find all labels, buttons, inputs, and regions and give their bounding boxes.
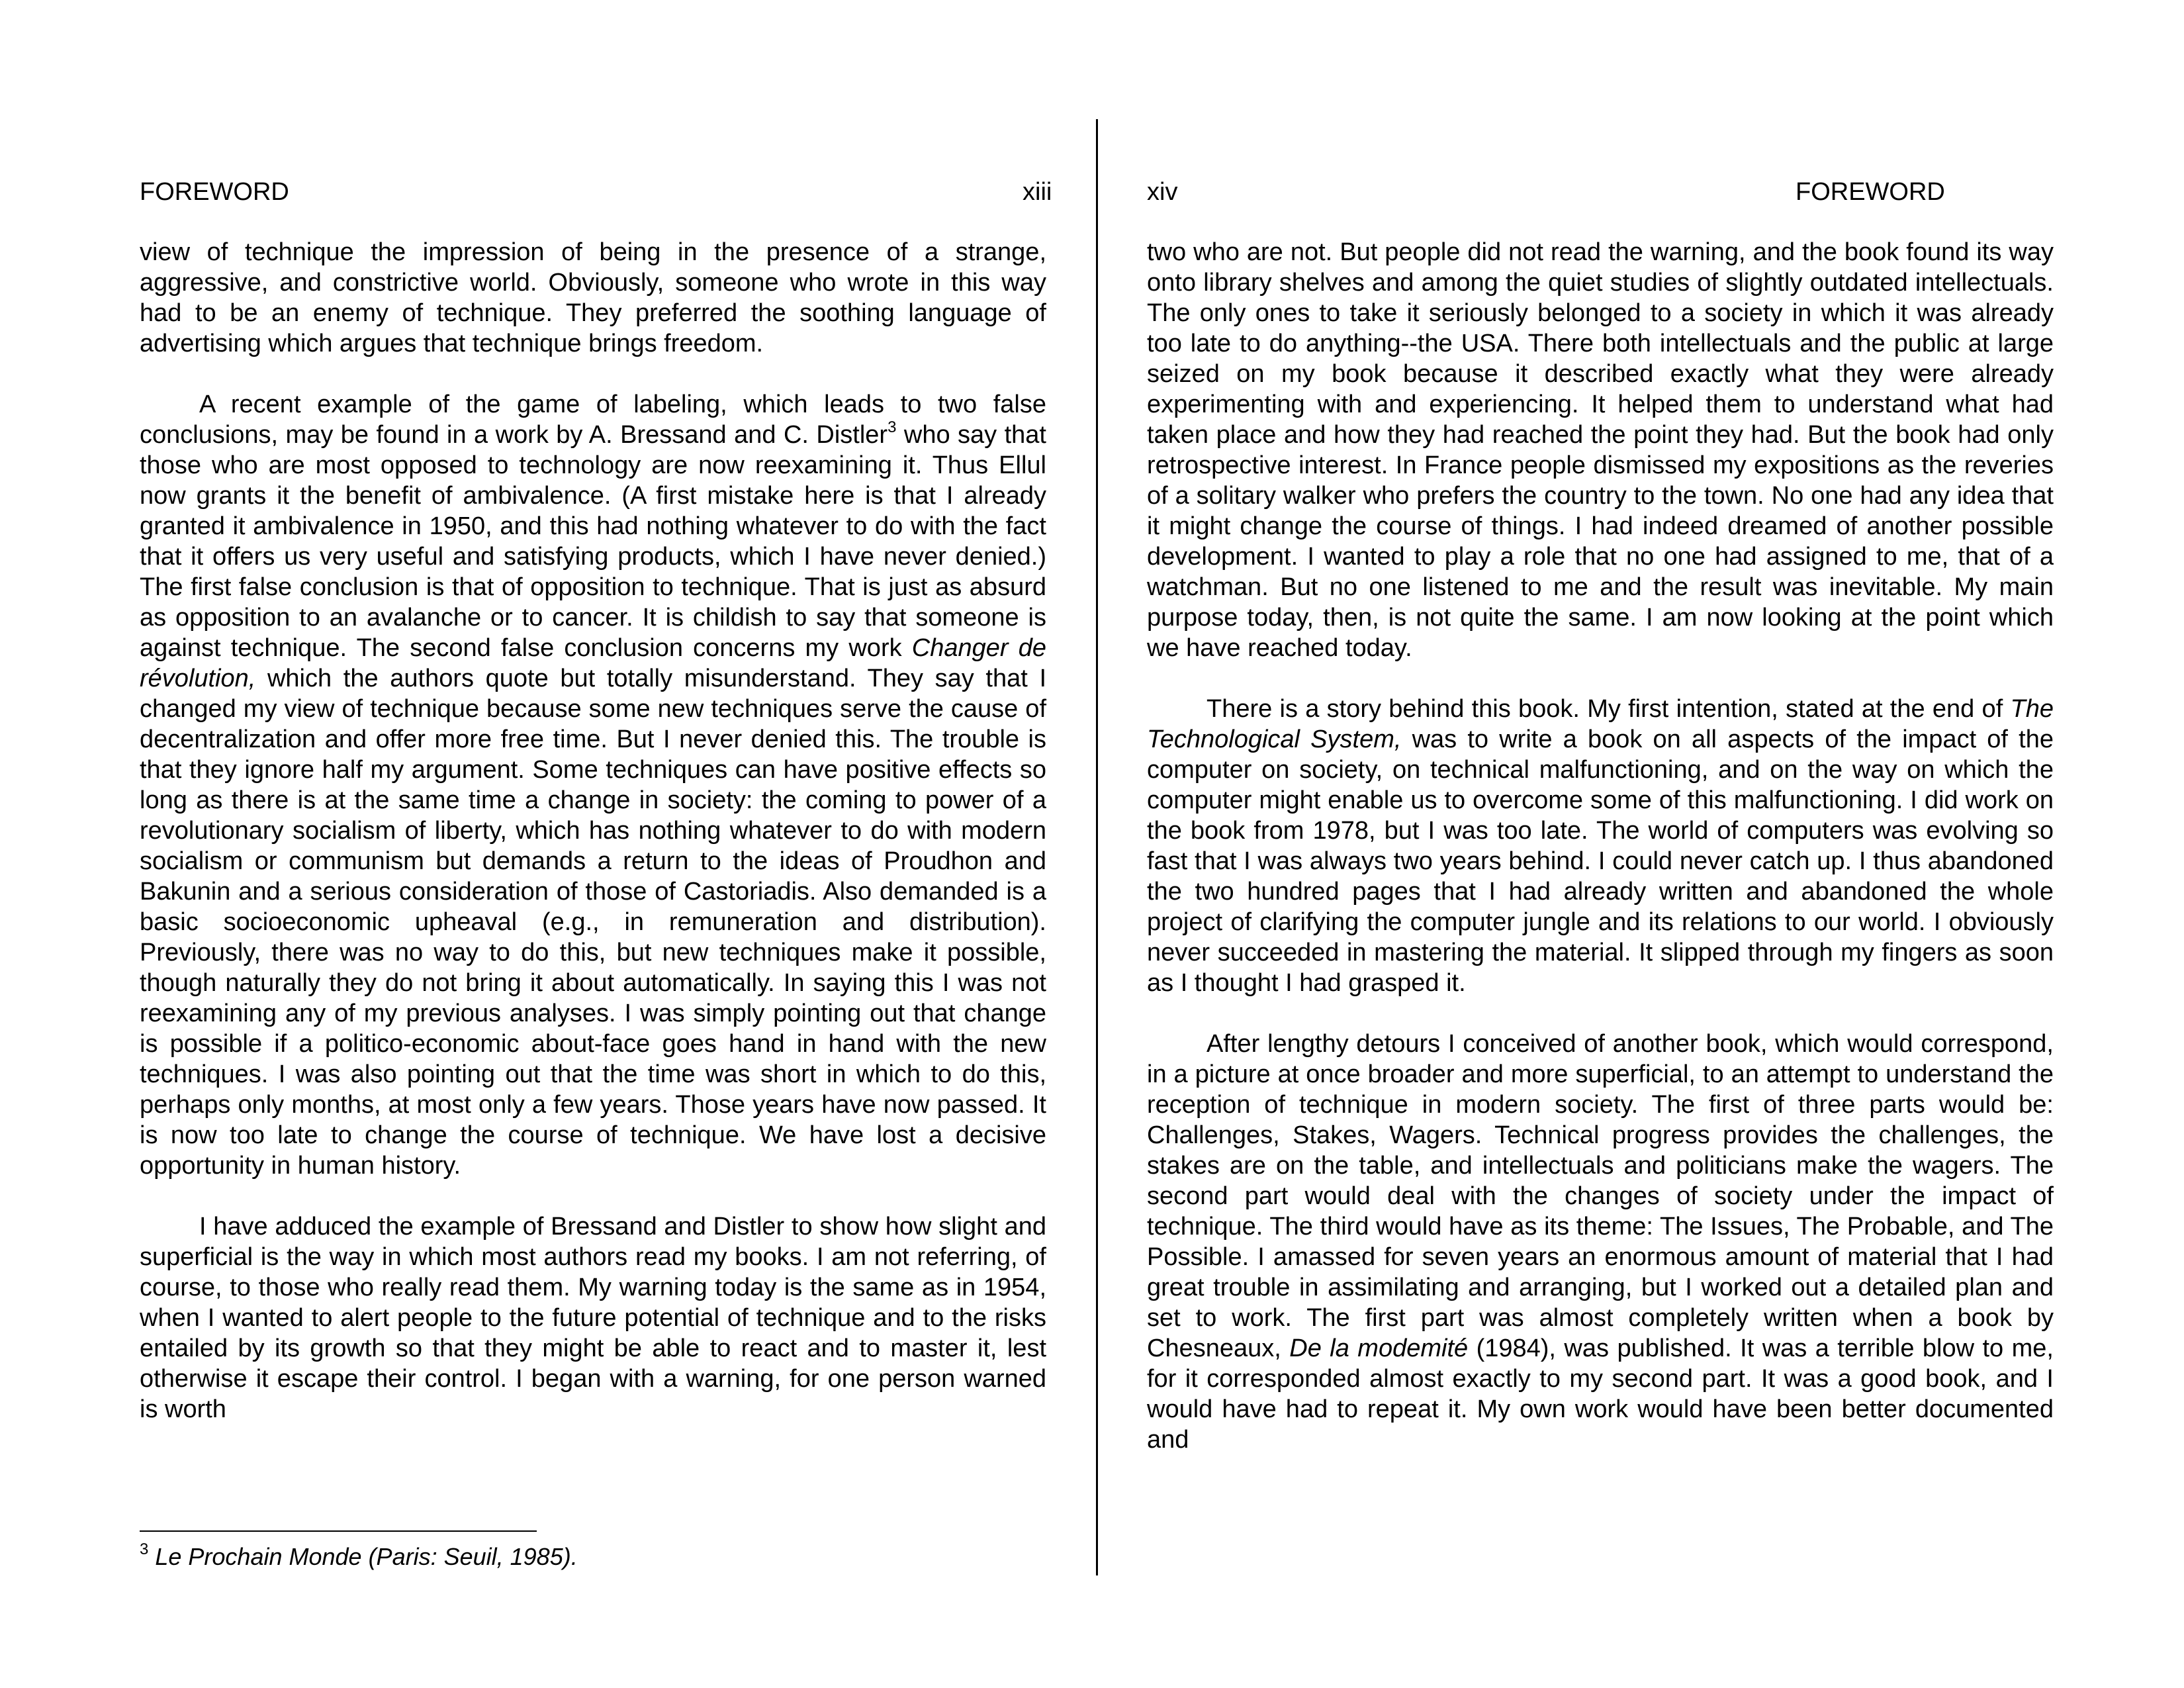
right-paragraph-2-part-2: was to write a book on all aspects of the impact of the computer on society, on technical malfunctioning, and on the way on which the computer might enable us to overcome some of this malfunctioning. I did work on the book from 1978, but I was too late. The world of computers was evolving so fast that I was always two years behind. I could never catch up. I thus abandoned the two hundred pages that I had already written and abandoned the whole project of clarifying the computer jungle and its relations to our world. I obviously never succeeded in mastering the material. It slipped through my fingers as soon as I thought I had grasped it. (1147, 726, 2054, 997)
right-page (1092, 0, 2184, 1688)
left-running-head-title: FOREWORD (140, 178, 289, 206)
left-paragraph-1: view of technique the impression of being in the presence of a strange, aggressive, and constrictive world. Obviously, someone who wrote in this way had to be an enemy of technique. They preferred the soothing language of advertising which argues that technique brings freedom. (140, 238, 1046, 357)
left-paragraph-2-part-2: who say that those who are most opposed to technology are now reexamining it. Thus Ellul now grants it the benefit of ambivalence. (A first mistake here is that I already granted it ambivalence in 1950, and this had nothing whatever to do with the fact that it offers us very useful and satisfying products, which I have never denied.) The first false conclusion is that of opposition to technique. That is just as absurd as opposition to an avalanche or to cancer. It is childish to say that someone is against technique. The second false conclusion concerns my work (140, 421, 1046, 662)
left-paragraph-2-part-3: which the authors quote but totally misunderstand. They say that I changed my view of technique because some new techniques serve the cause of decentralization and offer more free time. But I never denied this. The trouble is that they ignore half my argument. Some techniques can have positive effects so long as there is at the same time a change in society: the coming to power of a revolutionary socialism of liberty, which has nothing whatever to do with modern socialism or communism but demands a return to the ideas of Proudhon and Bakunin and a serious consideration of those of Castoriadis. Also demanded is a basic socioeconomic upheaval (e.g., in remuneration and distribution). Previously, there was no way to do this, but new techniques make it possible, though naturally they do not bring it about automatically. In saying this I was not reexamining any of my previous analyses. I was simply pointing out that change is possible if a politico-economic about-face goes hand in hand with the new techniques. I was also pointing out that the time was short in which to do this, perhaps only months, at most only a few years. Those years have now passed. It is now too late to change the course of technique. We have lost a decisive opportunity in human history. (140, 665, 1046, 1180)
right-paragraph-3-part-2: (1984), was published. It was a terrible blow to me, for it corresponded almost exactly to my second part. It was a good book, and I would have had to repeat it. My own work would have been better documented and (1147, 1335, 2054, 1454)
book-title-changer-de-revolution: Changer de révolution, (140, 634, 1046, 692)
book-title-the-technological-system: The Technological System, (1147, 695, 2054, 753)
right-paragraph-3-part-1: After lengthy detours I conceived of another book, which would correspond, in a picture at once broader and more superficial, to an attempt to understand the reception of technique in modern society. The first of three parts would be: Challenges, Stakes, Wagers. Technical progress provides the challenges, the stakes are on the table, and intellectuals and politicians make the wagers. The second part would deal with the changes of society under the impact of technique. The third would have as its theme: The Issues, The Probable, and The Possible. I amassed for seven years an enormous amount of material that I had great trouble in assimilating and arranging, but I worked out a detailed plan and set to work. The first part was almost completely written when a book by Chesneaux, (1147, 1030, 2054, 1362)
right-paragraph-2-part-1: There is a story behind this book. My first intention, stated at the end of (1206, 695, 2011, 723)
left-paragraph-3: I have adduced the example of Bressand and Distler to show how slight and superficial is the way in which most authors read my books. I am not referring, of course, to those who really read them. My warning today is the same as in 1954, when I wanted to alert people to the future potential of technique and to the risks entailed by its growth so that they might be able to react and to master it, lest otherwise it escape their control. I began with a warning, for one person warned is worth (140, 1213, 1046, 1423)
book-title-de-la-modernite: De la modemité (1289, 1335, 1469, 1362)
footnote-3 (140, 1542, 578, 1571)
footnote-text: Le Prochain Monde (Paris: Seuil, 1985). (148, 1543, 578, 1570)
left-paragraph-2-part-1: A recent example of the game of labeling, which leads to two false conclusions, may be found in a work by A. Bressand and C. Distler (140, 391, 1046, 449)
footnote-divider (140, 1530, 537, 1532)
left-body-text (140, 237, 1046, 1425)
right-body-text (1147, 237, 2054, 1455)
left-page-number: xiii (1023, 178, 1052, 206)
right-paragraph-2 (1147, 694, 2054, 998)
right-running-head-title: FOREWORD (1796, 178, 1945, 206)
left-paragraph-2 (140, 389, 1046, 1181)
right-page-number: xiv (1147, 178, 1178, 206)
right-paragraph-3 (1147, 1029, 2054, 1455)
footnote-reference-3: 3 (887, 418, 897, 436)
footnote-marker: 3 (140, 1540, 149, 1558)
right-paragraph-1: two who are not. But people did not read the warning, and the book found its way onto library shelves and among the quiet studies of slightly outdated intellectuals. The only ones to take it seriously belonged to a society in which it was already too late to do anything--the USA. There both intellectuals and the public at large seized on my book because it described exactly what they were already experimenting with and experiencing. It helped them to understand what had taken place and how they had reached the point they had. But the book had only retrospective interest. In France people dismissed my expositions as the reveries of a solitary walker who prefers the country to the town. No one had any idea that it might change the course of things. I had indeed dreamed of another possible development. I wanted to play a role that no one had assigned to me, that of a watchman. But no one listened to me and the result was inevitable. My main purpose today, then, is not quite the same. I am now looking at the point which we have reached today. (1147, 238, 2054, 662)
